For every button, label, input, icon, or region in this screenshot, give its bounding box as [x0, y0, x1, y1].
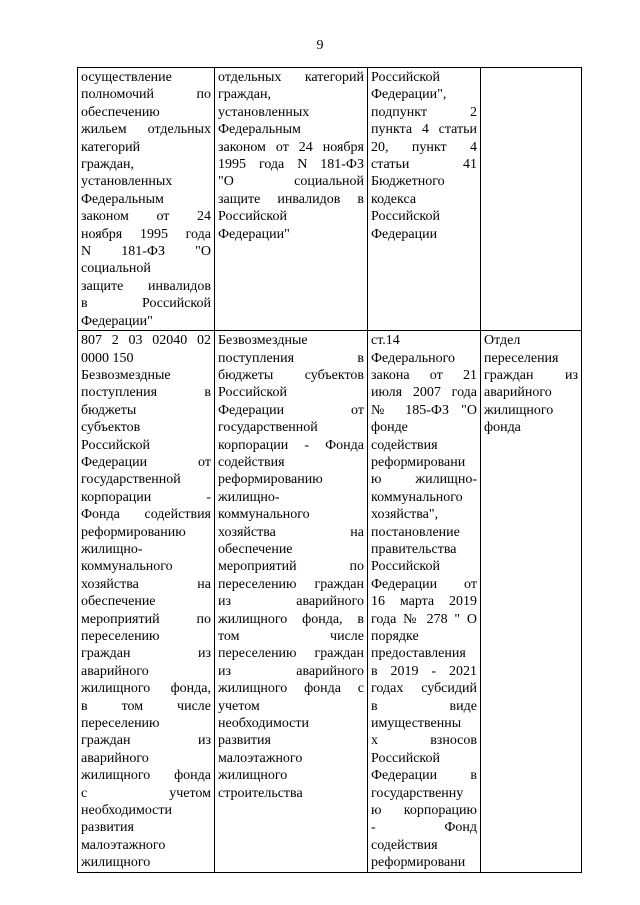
cell-text-line: государственну [371, 785, 464, 801]
cell-text-line: порядке [371, 629, 419, 644]
cell-text-line: 807 2 03 02040 02 [81, 333, 211, 349]
cell-text-line: малоэтажного [218, 750, 303, 766]
cell-text-line: Российской [371, 70, 440, 85]
cell-text-line: в виде [371, 698, 477, 714]
cell-text-line: Федерации", [371, 87, 447, 103]
cell-text-line: жильем отдельных [81, 122, 211, 138]
cell-text-line: жилищного [81, 855, 151, 871]
cell-text-line: бюджеты субъектов [218, 367, 364, 383]
cell-text-line: хозяйства", [371, 507, 439, 523]
cell-text-line: защите инвалидов [81, 278, 211, 294]
cell-text-line: учетом [218, 698, 260, 714]
cell-text-line: жилищного фонда [81, 768, 211, 784]
table-row [78, 68, 582, 331]
cell-text-line: поступления в [81, 385, 211, 401]
cell-text-line: из аварийного [218, 594, 364, 610]
revenue-code-cell [78, 68, 215, 331]
cell-text-line: переселению граждан [218, 646, 364, 662]
cell-text-line: ст.14 [371, 333, 400, 349]
cell-text-line: закона от 21 [371, 367, 477, 383]
cell-text-line: жилищного фонда, в [218, 611, 364, 627]
administrator-cell [481, 68, 582, 331]
cell-text-line: "О социальной [218, 174, 364, 190]
cell-text-line: коммунального [81, 559, 173, 575]
cell-text-line: реформировани [371, 454, 466, 470]
cell-text-line: Федерации от [218, 402, 364, 418]
cell-text-line: ю жилищно- [371, 472, 477, 488]
cell-text-line: мероприятий по [218, 559, 364, 575]
cell-text-line: том числе [218, 629, 364, 644]
cell-text-line: статьи 41 [371, 157, 477, 173]
cell-text-line: государственной [81, 472, 181, 488]
cell-text-line: 0000 150 [81, 350, 134, 366]
budget-revenue-table [77, 67, 582, 873]
cell-text-line: реформированию [218, 472, 323, 488]
cell-text-line: 16 марта 2019 [371, 594, 477, 610]
cell-text-line: полномочий по [81, 87, 211, 103]
legal-basis-cell [368, 331, 481, 873]
cell-text-line: Федерации" [218, 226, 290, 242]
cell-text-line: бюджеты [81, 402, 137, 418]
cell-text-line: хозяйства на [218, 524, 364, 540]
cell-text-line: постановление [371, 524, 460, 540]
cell-text-line: жилищного фонда с [218, 681, 364, 697]
cell-text-line: граждан из [81, 733, 211, 749]
cell-text-line: Российской [371, 750, 440, 766]
cell-text-line: жилищно- [218, 489, 280, 505]
cell-text-line: ю корпорацию [371, 803, 477, 819]
cell-text-line: Федерации от [371, 576, 477, 592]
cell-text-line: субъектов [81, 420, 141, 436]
cell-text-line: граждан, [81, 157, 134, 173]
cell-text-line: х взносов [371, 733, 477, 749]
cell-text-line: категорий [81, 139, 141, 155]
cell-text-line: из аварийного [218, 663, 364, 679]
cell-text-line: в Российской [81, 296, 211, 312]
cell-text-line: жилищного фонда, [81, 681, 211, 697]
cell-text-line: коммунального [218, 507, 310, 523]
cell-text-line: аварийного [81, 663, 149, 679]
cell-text-line: малоэтажного [81, 837, 166, 853]
cell-text-line: переселению [81, 716, 160, 732]
cell-text-line: Федерации" [81, 313, 153, 329]
cell-text-line: июля 2007 года [371, 385, 477, 401]
cell-text-line: Фонда содействия [81, 507, 211, 523]
cell-text-line: 1995 года N 181-ФЗ [218, 157, 364, 173]
cell-text-line: Российской [371, 209, 440, 225]
page-number: 9 [316, 38, 324, 53]
cell-text-line: жилищно- [81, 541, 143, 557]
cell-text-line: реформировани [371, 855, 466, 871]
administrator-cell [481, 331, 582, 873]
cell-text-line: Российской [81, 437, 150, 453]
cell-text-line: законом от 24 ноября [218, 139, 364, 155]
cell-text-line: - Фонд [371, 820, 477, 836]
cell-text-line: Федерации в [371, 768, 477, 784]
cell-text-line: развития [218, 733, 271, 749]
cell-text-line: корпорации - [81, 489, 211, 505]
cell-text-line: Федерального [371, 350, 456, 366]
cell-text-line: Отдел [484, 333, 521, 349]
cell-text-line: фонде [371, 420, 408, 436]
cell-text-line: подпункт 2 [371, 104, 477, 120]
cell-text-line: предоставления [371, 646, 466, 662]
legal-basis-cell [368, 68, 481, 331]
cell-text-line: переселению граждан [218, 576, 364, 592]
cell-text-line: годах субсидий [371, 681, 477, 697]
cell-text-line: хозяйства на [81, 576, 211, 592]
cell-text-line: обеспечению [81, 104, 160, 120]
cell-text-line: Безвозмездные [81, 367, 171, 383]
cell-text-line: законом от 24 [81, 209, 211, 225]
cell-text-line: Безвозмездные [218, 333, 308, 349]
cell-text-line: переселению [81, 629, 160, 644]
cell-text-line: реформированию [81, 524, 186, 540]
cell-text-line: кодекса [371, 191, 417, 207]
cell-text-line: содействия [371, 837, 438, 853]
cell-text-line: Российской [371, 559, 440, 575]
cell-text-line: осуществление [81, 70, 172, 85]
cell-text-line: развития [81, 820, 134, 836]
cell-text-line: Российской [218, 209, 287, 225]
cell-text-line: обеспечение [218, 541, 293, 557]
cell-text-line: в 2019 - 2021 [371, 663, 477, 679]
cell-text-line: № 185-ФЗ "О [371, 402, 477, 418]
cell-text-line: установленных [81, 174, 173, 190]
cell-text-line: Российской [218, 385, 287, 401]
cell-text-line: граждан из [81, 646, 211, 662]
cell-text-line: государственной [218, 420, 318, 436]
cell-text-line: ноября 1995 года [81, 226, 211, 242]
cell-text-line: 20, пункт 4 [371, 139, 477, 155]
cell-text-line: граждан, [218, 87, 271, 103]
cell-text-line: отдельных категорий [218, 70, 364, 85]
cell-text-line: мероприятий по [81, 611, 211, 627]
cell-text-line: Федеральным [218, 122, 301, 138]
cell-text-line: строительства [218, 785, 303, 801]
cell-text-line: переселения [484, 350, 559, 366]
cell-text-line: защите инвалидов в [218, 191, 364, 207]
cell-text-line: поступления в [218, 350, 364, 366]
table-row [78, 331, 582, 873]
cell-text-line: имущественны [371, 716, 462, 732]
cell-text-line: содействия [218, 454, 285, 470]
cell-text-line: Федерации [371, 226, 438, 242]
cell-text-line: фонда [484, 420, 521, 436]
cell-text-line: социальной [81, 261, 151, 277]
cell-text-line: Бюджетного [371, 174, 445, 190]
cell-text-line: обеспечение [81, 594, 156, 610]
cell-text-line: пункта 4 статьи [371, 122, 477, 138]
cell-text-line: в том числе [81, 698, 211, 714]
cell-text-line: содействия [371, 437, 438, 453]
cell-text-line: правительства [371, 541, 457, 557]
revenue-code-cell [78, 331, 215, 873]
cell-text-line: установленных [218, 104, 310, 120]
cell-text-line: года № 278 " О [371, 611, 477, 627]
cell-text-line: аварийного [81, 750, 149, 766]
cell-text-line: Федеральным [81, 191, 164, 207]
cell-text-line: граждан из [484, 367, 578, 383]
cell-text-line: N 181-ФЗ "О [81, 244, 211, 260]
revenue-description-cell [215, 68, 368, 331]
cell-text-line: с учетом [81, 785, 211, 801]
cell-text-line: аварийного [484, 385, 552, 401]
revenue-description-cell [215, 331, 368, 873]
cell-text-line: Федерации от [81, 454, 211, 470]
cell-text-line: необходимости [218, 716, 310, 732]
cell-text-line: жилищного [218, 768, 288, 784]
cell-text-line: жилищного [484, 402, 554, 418]
cell-text-line: корпорации - Фонда [218, 437, 364, 453]
cell-text-line: необходимости [81, 803, 173, 819]
cell-text-line: коммунального [371, 489, 463, 505]
